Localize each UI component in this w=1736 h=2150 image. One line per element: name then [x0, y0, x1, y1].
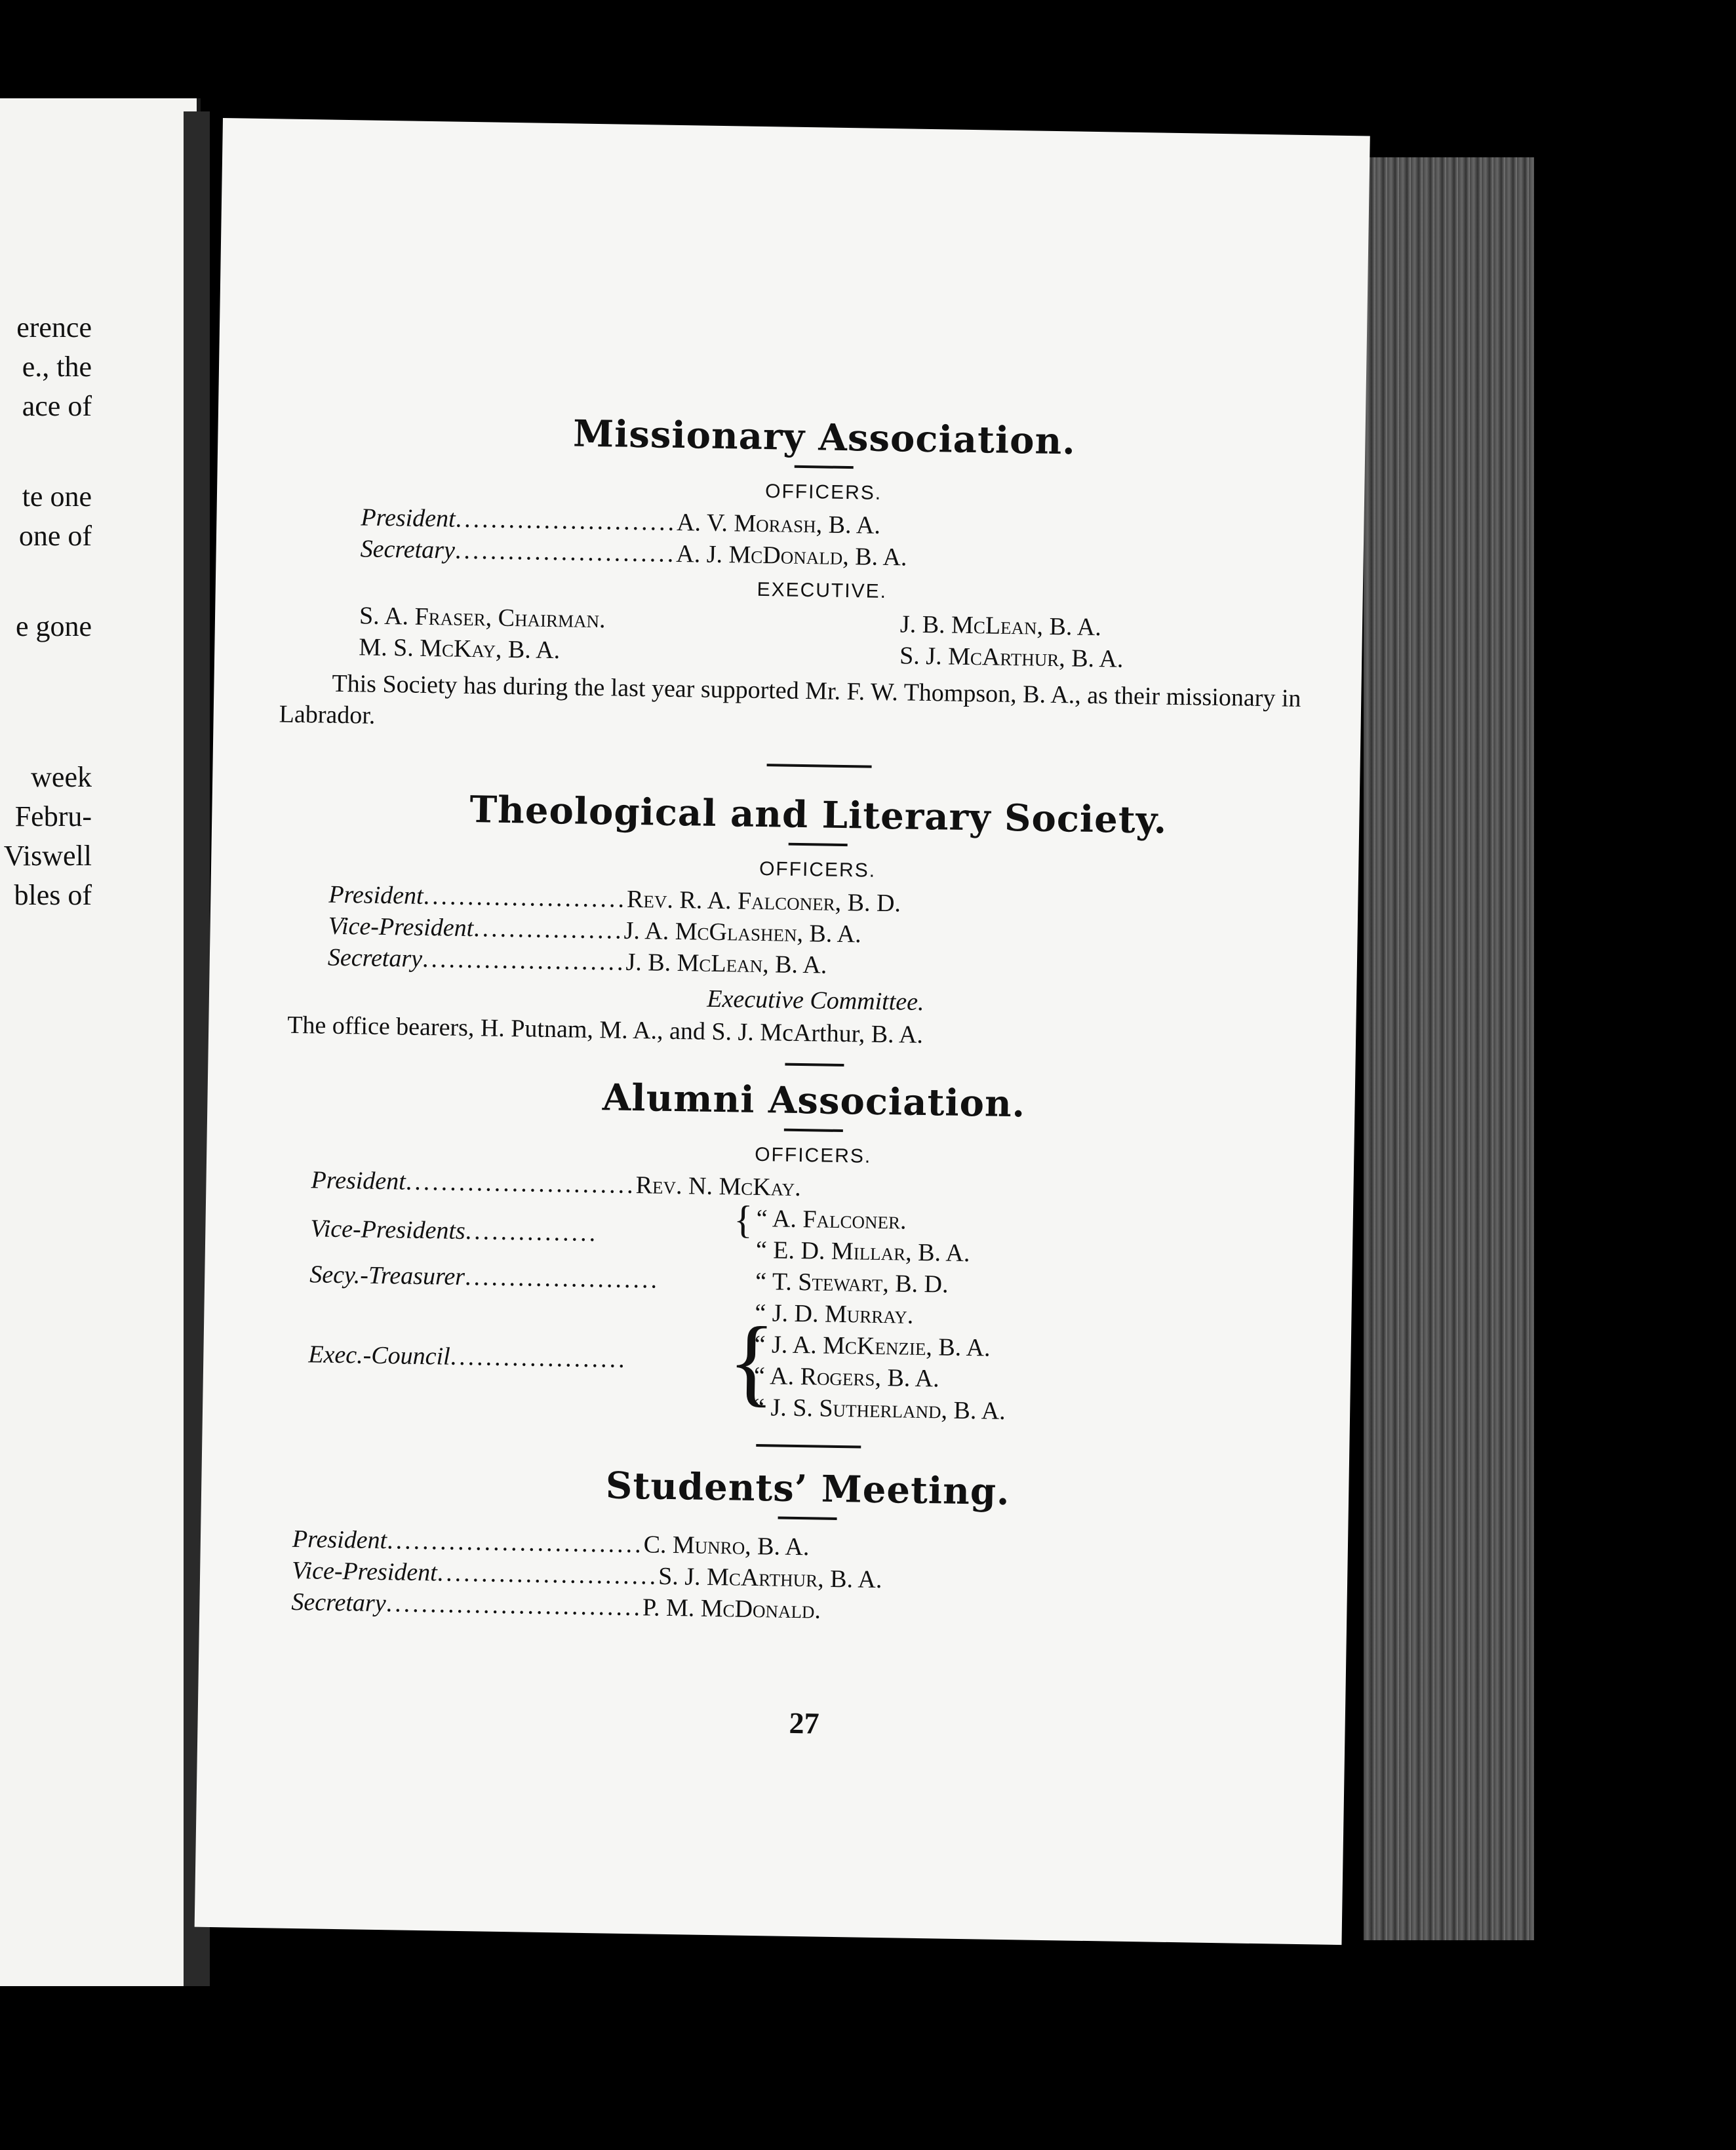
missionary-note: This Society has during the last year supported Mr. F. W. Thompson, B. A., as their missionary in Labrador. [279, 669, 1301, 730]
brace-icon: { [733, 1198, 753, 1241]
executive-member: S. A. Fraser, Chairman. [359, 602, 606, 634]
officer-name: A. V. Morash, B. A. [676, 508, 881, 539]
officer-name: “ J. A. McKenzie, B. A. [754, 1330, 991, 1362]
page-content [263, 408, 1366, 1749]
officer-name: A. J. McDonald, B. A. [676, 539, 907, 572]
role-label: Exec.-Council [308, 1340, 450, 1371]
role-label: Secretary [291, 1588, 386, 1618]
officer-name: C. Munro, B. A. [643, 1531, 810, 1561]
executive-list [280, 600, 1362, 680]
officer-name: “ E. D. Millar, B. A. [755, 1236, 970, 1268]
leader-dots: ............................. [385, 1590, 643, 1622]
section-rule [756, 1444, 861, 1449]
officer-name: “ A. Falconer. [756, 1204, 907, 1235]
students-officers [265, 1524, 1348, 1635]
officer-name: S. J. McArthur, B. A. [658, 1562, 882, 1594]
leader-dots: ............... [465, 1217, 599, 1247]
leader-dots: ....................... [423, 882, 627, 913]
alumni-heading: Alumni Association. [602, 1076, 1026, 1126]
role-label: President [311, 1166, 406, 1196]
role-label: Vice-President [328, 912, 474, 943]
officers-label: OFFICERS. [764, 480, 882, 504]
officer-name: “ T. Stewart, B. D. [755, 1267, 949, 1299]
left-line: e., the [22, 351, 92, 383]
leader-dots: ......................... [454, 536, 677, 568]
executive-member: J. B. McLean, B. A. [899, 610, 1102, 642]
left-line: one of [18, 520, 92, 552]
leader-dots: ......................... [437, 1559, 659, 1590]
role-label: President [292, 1525, 387, 1555]
leader-dots: ............................. [386, 1527, 644, 1559]
page-number: 27 [789, 1706, 820, 1740]
left-line: ace of [22, 390, 92, 422]
left-line: Viswell [3, 840, 92, 872]
officers-label: OFFICERS. [754, 1143, 872, 1167]
theological-officers [275, 879, 1358, 990]
officer-name: Rev. N. McKay. [635, 1171, 802, 1202]
missionary-officers [281, 501, 1364, 581]
committee-label: Executive Committee. [706, 985, 924, 1016]
officer-name: Rev. R. A. Falconer, B. D. [626, 885, 901, 918]
left-line: e gone [15, 610, 92, 642]
left-line: te one [22, 480, 92, 513]
officer-name: J. A. McGlashen, B. A. [623, 916, 862, 948]
officer-name: “ J. S. Sutherland, B. A. [753, 1393, 1006, 1425]
leader-dots: .................... [450, 1342, 627, 1373]
executive-label: EXECUTIVE. [757, 578, 888, 602]
missionary-heading: Missionary Association. [572, 412, 1076, 463]
leader-dots: ......................... [455, 505, 677, 536]
alumni-officers [268, 1165, 1354, 1434]
heading-rule [795, 465, 854, 469]
committee-text: The office bearers, H. Putnam, M. A., and S. J. McArthur, B. A. [286, 1011, 924, 1049]
page-edges [1364, 157, 1534, 1940]
officers-label: OFFICERS. [759, 857, 877, 882]
role-label: President [361, 503, 456, 533]
officer-name: J. B. McLean, B. A. [625, 948, 827, 979]
role-label: Vice-President [291, 1556, 438, 1587]
officer-name: “ A. Rogers, B. A. [753, 1361, 940, 1393]
leader-dots: ...................... [464, 1263, 660, 1294]
book-page [195, 118, 1370, 1945]
leader-dots: ....................... [422, 945, 626, 976]
section-rule [767, 764, 872, 768]
left-line: bles of [14, 879, 92, 911]
officer-name: P. M. McDonald. [642, 1593, 821, 1624]
students-heading: Students’ Meeting. [605, 1464, 1011, 1514]
role-label: Vice-Presidents [310, 1215, 466, 1245]
role-label: Secy.-Treasurer [309, 1261, 465, 1291]
left-line: erence [16, 311, 92, 343]
leader-dots: ................. [473, 914, 624, 945]
left-line: Febru- [14, 800, 92, 832]
role-label: President [328, 880, 424, 910]
officer-name: “ J. D. Murray. [755, 1299, 914, 1329]
left-page-text [0, 308, 92, 915]
executive-member: S. J. McArthur, B. A. [899, 642, 1124, 673]
exec-council-group [307, 1291, 1352, 1434]
role-label: Secretary [327, 943, 423, 973]
section-rule [785, 1063, 844, 1066]
heading-rule [784, 1129, 843, 1132]
heading-rule [789, 843, 848, 846]
role-label: Secretary [360, 535, 456, 564]
executive-member: M. S. McKay, B. A. [359, 633, 561, 665]
left-line: week [31, 761, 92, 793]
brace-icon: { [727, 1306, 776, 1417]
heading-rule [778, 1517, 837, 1520]
leader-dots: .......................... [405, 1167, 637, 1200]
theological-heading: Theological and Literary Society. [469, 788, 1168, 842]
